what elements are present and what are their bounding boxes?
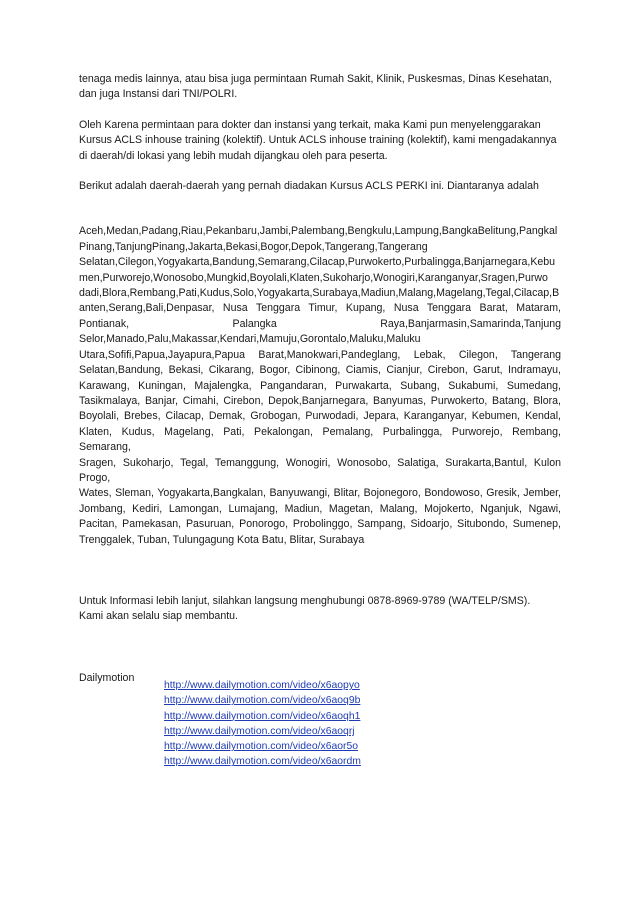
text-line: Utara,Sofifi,Papua,Jayapura,Papua Barat,Manokwari,Pandeglang, Lebak, Cilegon, Tangerang [79,348,561,361]
text-line: Jombang, Kediri, Lamongan, Lumajang, Madiun, Magetan, Malang, Mojokerto, Nganjuk, Ngawi, [79,502,561,515]
text-line: dan juga Instansi dari TNI/POLRI. [79,88,238,101]
text-line: dadi,Blora,Rembang,Pati,Kudus,Solo,Yogyakarta,Surabaya,Madiun,Malang,Magelang,Tegal,Cilacap,B [79,287,560,300]
video-link[interactable]: http://www.dailymotion.com/video/x6aoq9b [164,695,361,707]
text-line: Trenggalek, Tuban, Tulungagung Kota Batu, Blitar, Surabaya [79,533,365,546]
text-line: Selatan,Cilegon,Yogyakarta,Bandung,Semarang,Cilacap,Purwokerto,Purbalingga,Banjarnegara,Kebu [79,256,556,269]
text-line: Boyolali, Brebes, Cilacap, Demak, Grobogan, Purwodadi, Jepara, Karanganyar, Kebumen, Kendal, [79,410,561,423]
video-heading: Dailymotion [79,671,135,684]
regions-list [79,224,561,548]
video-link[interactable]: http://www.dailymotion.com/video/x6aoqh1 [164,710,361,722]
text-line: Karawang, Kuningan, Majalengka, Pangandaran, Purwakarta, Subang, Sukabumi, Sumedang, [79,379,561,392]
text-line: di daerah/di lokasi yang lebih mudah dijangkau oleh para peserta. [79,149,388,162]
text-line: Sragen, Sukoharjo, Tegal, Temanggung, Wonogiri, Wonosobo, Salatiga, Surakarta,Bantul, Kulon Progo, [79,456,561,484]
text-line: Pinang,TanjungPinang,Jakarta,Bekasi,Bogor,Depok,Tangerang,Tangerang [79,240,428,253]
text-line: Pacitan, Pamekasan, Pasuruan, Ponorogo, Probolinggo, Sampang, Sidoarjo, Situbondo, Sumenep, [79,518,561,531]
text-line: Aceh,Medan,Padang,Riau,Pekanbaru,Jambi,Palembang,Bengkulu,Lampung,BangkaBelitung,Pangkal [79,225,558,238]
intro-paragraph [79,72,561,103]
text-line: Pontianak, Palangka Raya,Banjarmasin,Samarinda,Tanjung [79,317,561,330]
video-link[interactable]: http://www.dailymotion.com/video/x6aoqrj [164,725,355,737]
text-line: Tasikmalaya, Banjar, Cimahi, Cirebon, Depok,Banjarnegara, Banyumas, Purwokerto, Batang, Blora, [79,394,561,407]
text-line: Oleh Karena permintaan para dokter dan instansi yang terkait, maka Kami pun menyelenggarakan [79,118,541,131]
text-line: anten,Serang,Bali,Denpasar, Nusa Tenggara Timur, Kupang, Nusa Tenggara Barat, Mataram, [79,302,561,315]
contact-paragraph [79,594,561,625]
text-line: men,Purworejo,Wonosobo,Mungkid,Boyolali,Klaten,Sukoharjo,Wonogiri,Karanganyar,Sragen,Purwo [79,271,548,284]
video-link[interactable]: http://www.dailymotion.com/video/x6aor5o [164,741,359,753]
text-line: tenaga medis lainnya, atau bisa juga permintaan Rumah Sakit, Klinik, Puskesmas, Dinas Kesehatan, [79,73,552,85]
text-line: Wates, Sleman, Yogyakarta,Bangkalan, Banyuwangi, Blitar, Bojonegoro, Bondowoso, Gresik, Jember, [79,487,561,500]
text-line: Kursus ACLS inhouse training (kolektif). Untuk ACLS inhouse training (kolektif), kami mengadakannya [79,134,557,147]
video-link-list [164,678,464,770]
video-link[interactable]: http://www.dailymotion.com/video/x6aopyo [164,680,360,691]
text-line: Untuk Informasi lebih lanjut, silahkan langsung menghubungi 0878-8969-9789 (WA/TELP/SMS). [79,594,531,607]
text-line: Selatan,Bandung, Bekasi, Cikarang, Bogor, Cibinong, Ciamis, Cianjur, Cirebon, Garut, Indramayu, [79,364,561,377]
text-line: Klaten, Kudus, Magelang, Pati, Pekalongan, Pemalang, Purbalingga, Purworejo, Rembang, Semarang, [79,425,561,454]
text-line: Selor,Manado,Palu,Makassar,Kendari,Mamuju,Gorontalo,Maluku,Maluku [79,333,421,346]
document-body [79,72,561,686]
text-line: Kami akan selalu siap membantu. [79,610,238,623]
reason-paragraph [79,118,561,164]
regions-intro: Berikut adalah daerah-daerah yang pernah diadakan Kursus ACLS PERKI ini. Diantaranya adalah [79,180,539,193]
video-link[interactable]: http://www.dailymotion.com/video/x6aordm [164,756,361,768]
